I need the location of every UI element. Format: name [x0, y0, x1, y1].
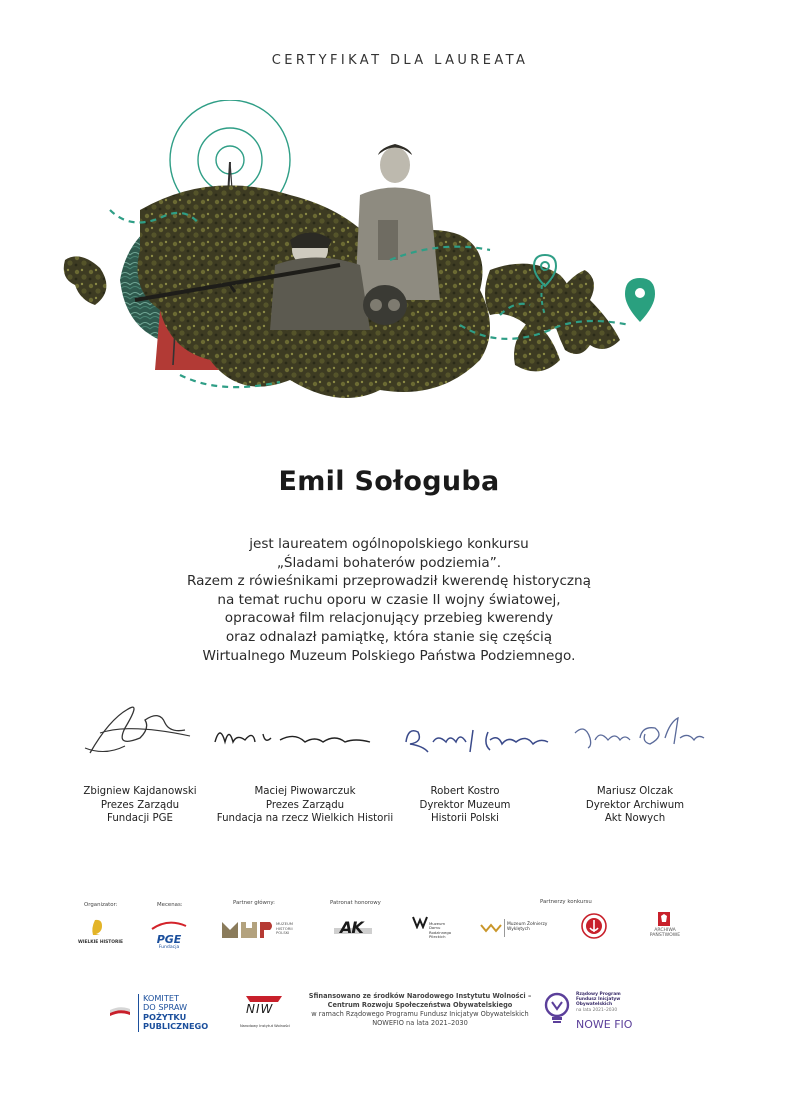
body-line: oraz odnalazł pamiątkę, która stanie się częścią [225, 628, 553, 645]
partner-emblem-icon [581, 913, 607, 939]
muzeum-zolnierzy-wykletych-logo: Muzeum Żołnierzy Wyklętych [480, 919, 550, 939]
signatory-4 [535, 785, 735, 826]
mhp-mark-icon [222, 920, 274, 938]
nowe-fio-logo: Rządowy Program Fundusz Inicjatyw Obywatelskich na lata 2021–2030 NOWE FIO [542, 992, 652, 1034]
signature-3 [398, 712, 598, 772]
signatory-name: Maciej Piwowarczuk [254, 786, 356, 797]
signatory-role: Prezes Zarządu [100, 799, 180, 811]
signatory-org: Fundacja na rzecz Wielkich Historii [216, 813, 394, 824]
honorary-caption: Patronat honorowy [330, 900, 381, 906]
eagle-shield-icon [658, 912, 670, 926]
woman-figure [355, 144, 440, 300]
komitet-logo: KOMITET DO SPRAW POŻYTKU PUBLICZNEGO [108, 994, 218, 1034]
niw-logo: NIW Narodowy Instytut Wolności [236, 994, 294, 1034]
signatory-org: Historii Polski [431, 813, 499, 824]
signatory-role: Dyrektor Archiwum [585, 799, 685, 811]
signatory-role: Dyrektor Muzeum [419, 799, 511, 811]
signatory-org: Akt Nowych [604, 813, 666, 824]
signature-4 [570, 708, 770, 768]
patron-caption: Mecenas: [157, 902, 183, 908]
body-line: jest laureatem ogólnopolskiego konkursu [249, 536, 529, 552]
wielkie-historie-icon [78, 918, 120, 936]
signatory-name: Zbigniew Kajdanowski [83, 786, 197, 797]
signature-2 [205, 712, 405, 772]
main-partner-caption: Partner główny: [233, 900, 275, 906]
body-line: na temat ruchu oporu w czasie II wojny światowej, [217, 591, 561, 608]
pge-swoosh-icon [146, 920, 192, 930]
signatory-name: Robert Kostro [430, 786, 500, 797]
body-line: Wirtualnego Muzeum Polskiego Państwa Podziemnego. [202, 647, 576, 664]
certificate-title: CERTYFIKAT DLA LAUREATA [271, 53, 529, 68]
signatory-role: Prezes Zarządu [265, 799, 345, 811]
archiwa-panstwowe-logo: ARCHIWA PAŃSTWOWE [642, 912, 688, 944]
pge-logo: PGE Fundacja [146, 915, 192, 949]
signatory-org: Fundacji PGE [107, 813, 173, 824]
partners-caption: Partnerzy konkursu [540, 899, 592, 905]
polish-flag-icon [108, 1006, 132, 1016]
armia-krajowa-logo: AK [330, 916, 376, 940]
muzeum-pileckich-logo: Muzeum Domu Rodzinnego Pileckich [412, 914, 462, 942]
map-pin-icon [625, 278, 655, 322]
certificate-body [100, 535, 678, 665]
masked-figure [363, 285, 407, 325]
organizer-caption: Organizator: [84, 902, 118, 908]
pilecki-mark-icon [412, 915, 428, 929]
hero-illustration [60, 100, 700, 420]
wielkie-historie-logo: WIELKIE HISTORIE [78, 918, 120, 944]
wyklete-mark-icon [480, 923, 502, 933]
funding-statement: Sfinansowano ze środków Narodowego Instytutu Wolności – Centrum Rozwoju Społeczeństwa Obywatelskiego w ramach Rządowego Programu Fundusz Inicjatyw Obywatelskich NOWEFIO na lata 2021–2030 [308, 992, 532, 1027]
muzeum-historii-polski-logo: MUZEUM HISTORII POLSKI [222, 920, 302, 940]
body-line: „Śladami bohaterów podziemia”. [276, 554, 502, 571]
recipient-name: Emil Sołoguba [278, 466, 500, 497]
lightbulb-icon [542, 992, 572, 1026]
body-line: Razem z rówieśnikami przeprowadził kwerendę historyczną [186, 573, 591, 590]
signatory-name: Mariusz Olczak [596, 786, 674, 797]
body-line: opracował film relacjonujący przebieg kwerendy [224, 610, 554, 627]
